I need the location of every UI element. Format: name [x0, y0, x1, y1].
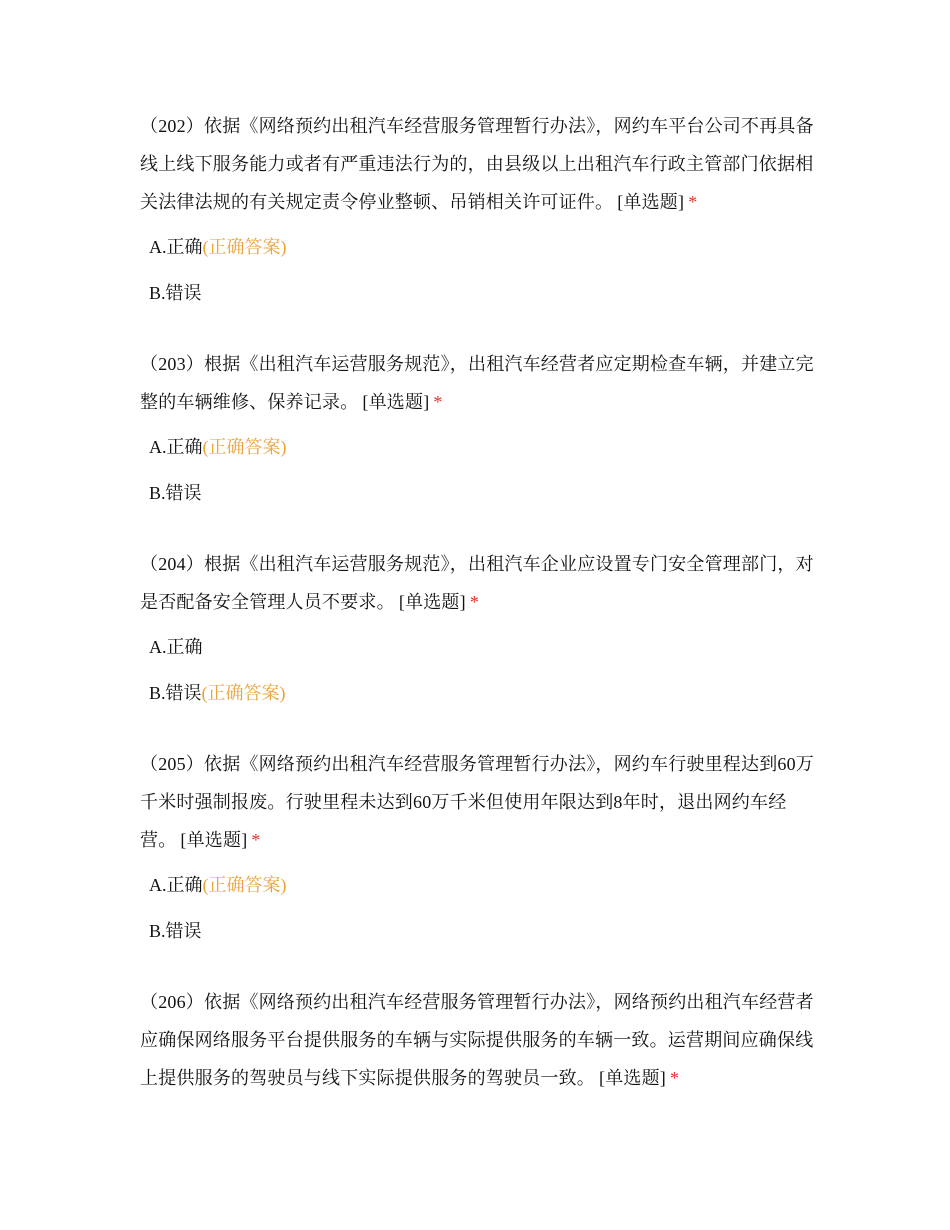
question-stem: （205）依据《网络预约出租汽车经营服务管理暂行办法》，网约车行驶里程达到60万千米时强制报废。行驶里程未达到60万千米但使用年限达到8年时，退出网约车经营。 — [140, 754, 814, 850]
option-label: A.正确 — [149, 237, 203, 257]
required-mark: * — [251, 830, 261, 850]
option-b[interactable] — [140, 473, 816, 513]
question-205 — [140, 745, 816, 951]
correct-answer-note: (正确答案) — [202, 875, 287, 895]
question-type-label: [单选题] — [617, 192, 685, 212]
correct-answer-note: (正确答案) — [202, 437, 287, 457]
question-type-label: [单选题] — [362, 392, 430, 412]
option-a[interactable] — [140, 865, 816, 905]
option-label: A.正确 — [149, 637, 203, 657]
question-stem: （202）依据《网络预约出租汽车经营服务管理暂行办法》，网约车平台公司不再具备线上线下服务能力或者有严重违法行为的，由县级以上出租汽车行政主管部门依据相关法律法规的有关规定责令停业整顿、吊销相关许可证件。 — [140, 116, 814, 212]
question-type-label: [单选题] — [599, 1068, 666, 1088]
option-b[interactable] — [140, 673, 816, 713]
question-204 — [140, 545, 816, 713]
question-text — [140, 545, 816, 621]
option-b[interactable] — [140, 273, 816, 313]
question-type-label: [单选题] — [398, 592, 466, 612]
question-206 — [140, 983, 816, 1097]
option-a[interactable] — [140, 427, 816, 467]
correct-answer-note: (正确答案) — [202, 237, 287, 257]
question-stem: （203）根据《出租汽车运营服务规范》，出租汽车经营者应定期检查车辆，并建立完整的车辆维修、保养记录。 — [140, 354, 814, 412]
correct-answer-note: (正确答案) — [201, 683, 286, 703]
question-type-label: [单选题] — [180, 830, 248, 850]
required-mark: * — [670, 1068, 680, 1088]
question-text — [140, 745, 816, 859]
question-text — [140, 107, 816, 221]
option-label: B.错误 — [149, 921, 202, 941]
option-label: B.错误 — [149, 283, 202, 303]
question-text — [140, 983, 816, 1097]
question-202 — [140, 107, 816, 313]
option-label: B.错误 — [149, 683, 202, 703]
question-text — [140, 345, 816, 421]
question-203 — [140, 345, 816, 513]
option-a[interactable] — [140, 627, 816, 667]
question-stem: （204）根据《出租汽车运营服务规范》，出租汽车企业应设置专门安全管理部门，对是否配备安全管理人员不要求。 — [140, 554, 814, 612]
required-mark: * — [469, 592, 480, 612]
question-stem: （206）依据《网络预约出租汽车经营服务管理暂行办法》，网络预约出租汽车经营者应确保网络服务平台提供服务的车辆与实际提供服务的车辆一致。运营期间应确保线上提供服务的驾驶员与线下实际提供服务的驾驶员一致。 — [140, 992, 814, 1088]
option-a[interactable] — [140, 227, 816, 267]
option-label: A.正确 — [149, 875, 203, 895]
option-label: A.正确 — [149, 437, 203, 457]
option-b[interactable] — [140, 911, 816, 951]
required-mark: * — [688, 192, 698, 212]
required-mark: * — [433, 392, 443, 412]
option-label: B.错误 — [149, 483, 202, 503]
